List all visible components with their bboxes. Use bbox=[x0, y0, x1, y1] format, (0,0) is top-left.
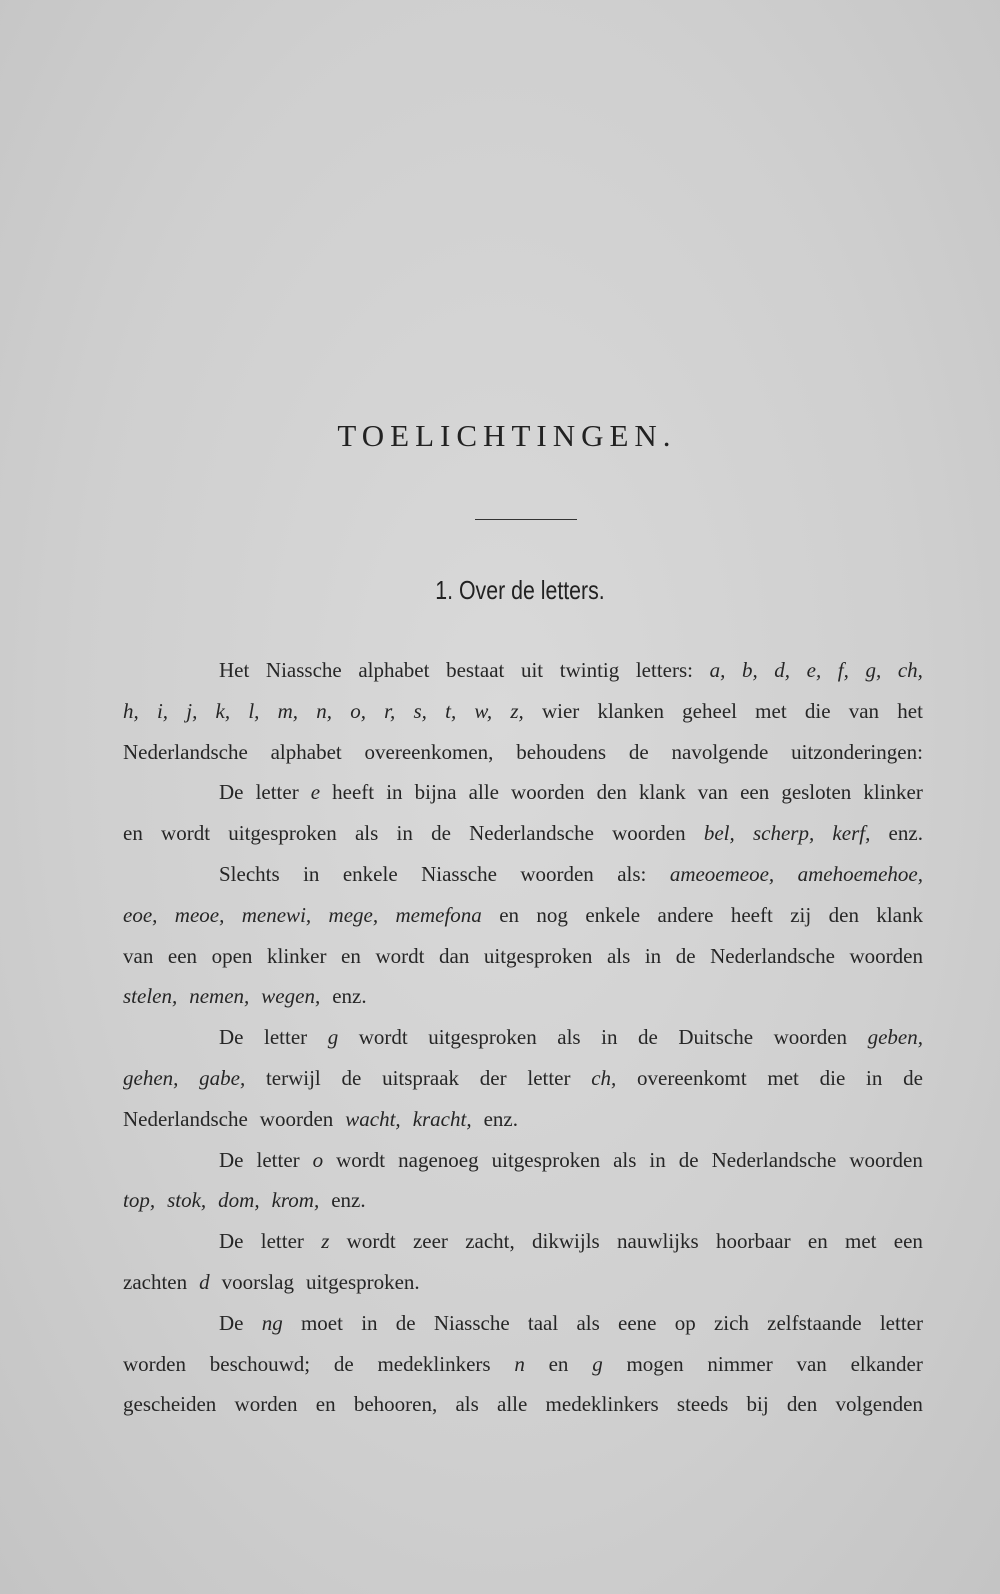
word: zachten bbox=[123, 1269, 188, 1294]
word: uitzonderingen: bbox=[791, 739, 923, 764]
word: de bbox=[628, 739, 649, 764]
italic-word: o, bbox=[350, 698, 366, 723]
word: in bbox=[644, 943, 662, 968]
text-line bbox=[123, 1303, 923, 1344]
word: van bbox=[848, 698, 880, 723]
text-line bbox=[123, 1058, 923, 1099]
title-divider bbox=[475, 519, 577, 520]
word: een bbox=[167, 943, 198, 968]
word: behoudens bbox=[516, 739, 607, 764]
text-line bbox=[123, 936, 923, 977]
italic-word: d, bbox=[774, 658, 791, 682]
text-line bbox=[123, 1384, 923, 1425]
word: voorslag bbox=[221, 1269, 294, 1294]
word: open bbox=[211, 943, 253, 968]
italic-word: scherp, bbox=[752, 821, 815, 846]
word: die bbox=[804, 698, 831, 723]
word: uitgesproken bbox=[228, 821, 337, 846]
word: alle bbox=[497, 1392, 528, 1417]
word: woorden bbox=[259, 1106, 334, 1131]
word: bestaat bbox=[446, 658, 505, 682]
word: enkele bbox=[585, 902, 641, 927]
word: letter bbox=[255, 780, 299, 805]
word: nauwlijks bbox=[617, 1229, 699, 1254]
word: met bbox=[844, 1229, 877, 1254]
word: taal bbox=[527, 1310, 559, 1335]
word: in bbox=[649, 1147, 666, 1172]
word: uit bbox=[520, 658, 544, 682]
word: Duitsche bbox=[678, 1025, 754, 1050]
word: behooren, bbox=[353, 1392, 438, 1417]
word: enkele bbox=[342, 861, 398, 886]
word: geheel bbox=[682, 698, 737, 723]
italic-word: f, bbox=[837, 658, 849, 682]
word: letters: bbox=[635, 658, 693, 682]
word: uitspraak bbox=[382, 1065, 460, 1090]
italic-word: d bbox=[199, 1269, 210, 1294]
page-title: TOELICHTINGEN. bbox=[337, 418, 677, 453]
word: nagenoeg bbox=[398, 1147, 479, 1172]
text-line bbox=[123, 691, 923, 732]
italic-word: n, bbox=[316, 698, 332, 723]
word: klinker bbox=[863, 780, 923, 805]
word: die bbox=[819, 1065, 846, 1090]
word: woorden bbox=[520, 861, 594, 886]
text-line bbox=[123, 854, 923, 895]
word: de bbox=[678, 1147, 699, 1172]
word: als bbox=[576, 1310, 600, 1335]
word: volgenden bbox=[835, 1392, 923, 1417]
word: enz. bbox=[331, 1188, 366, 1213]
italic-word: h, bbox=[123, 698, 139, 723]
italic-word: stelen, bbox=[123, 984, 178, 1009]
word: Nederlandsche bbox=[123, 739, 248, 764]
word: nog bbox=[536, 902, 568, 927]
italic-word: g, bbox=[865, 658, 882, 682]
word: nimmer bbox=[707, 1351, 773, 1376]
word: wordt bbox=[336, 1147, 386, 1172]
text-line bbox=[123, 1344, 923, 1385]
word: medeklinkers bbox=[545, 1392, 659, 1417]
italic-word: nemen, bbox=[189, 984, 250, 1009]
word: enz. bbox=[483, 1106, 518, 1131]
word: De bbox=[219, 1310, 244, 1335]
italic-word: kracht, bbox=[412, 1106, 472, 1131]
word: woorden bbox=[511, 780, 585, 805]
word: zij bbox=[790, 902, 812, 927]
word: letter bbox=[264, 1025, 308, 1050]
word: alle bbox=[468, 780, 499, 805]
italic-word: amehoemehoe, bbox=[797, 861, 923, 886]
italic-word: memefona bbox=[395, 902, 482, 927]
word: enz. bbox=[332, 984, 367, 1009]
italic-word: wacht, bbox=[345, 1106, 401, 1131]
word: eene bbox=[618, 1310, 657, 1335]
italic-word: g bbox=[592, 1351, 603, 1376]
word: en bbox=[315, 1392, 336, 1417]
word: woorden bbox=[849, 943, 923, 968]
word: woorden bbox=[849, 1147, 923, 1172]
word: de bbox=[675, 943, 696, 968]
word: op bbox=[674, 1310, 696, 1335]
word: worden bbox=[234, 1392, 298, 1417]
word: mogen bbox=[626, 1351, 684, 1376]
word: het bbox=[897, 698, 923, 723]
word: en bbox=[499, 902, 520, 927]
word: en bbox=[548, 1351, 569, 1376]
italic-word: top, bbox=[123, 1188, 156, 1213]
text-line bbox=[123, 1180, 923, 1221]
italic-word: s, bbox=[413, 698, 427, 723]
word: zeer bbox=[412, 1229, 448, 1254]
word: zich bbox=[713, 1310, 749, 1335]
word: Nederlandsche bbox=[123, 1106, 248, 1131]
word: medeklinkers bbox=[377, 1351, 491, 1376]
italic-word: a, bbox=[709, 658, 726, 682]
word: in bbox=[601, 1025, 618, 1050]
word: in bbox=[303, 861, 320, 886]
word: wordt bbox=[346, 1229, 396, 1254]
word: een bbox=[740, 780, 770, 805]
word: hoorbaar bbox=[715, 1229, 791, 1254]
text-line bbox=[123, 1221, 923, 1262]
word: den bbox=[828, 902, 859, 927]
word: als bbox=[354, 821, 379, 846]
word: klank bbox=[638, 780, 686, 805]
italic-word: e bbox=[310, 780, 321, 805]
italic-word: k, bbox=[215, 698, 231, 723]
text-line bbox=[123, 1099, 923, 1140]
section-heading: 1. Over de letters. bbox=[435, 575, 605, 605]
word: gescheiden bbox=[123, 1392, 217, 1417]
italic-word: w, bbox=[474, 698, 493, 723]
italic-word: ng bbox=[261, 1310, 283, 1335]
word: letter bbox=[527, 1065, 571, 1090]
italic-word: mege, bbox=[328, 902, 379, 927]
italic-word: meoe, bbox=[174, 902, 225, 927]
word: als bbox=[606, 943, 631, 968]
italic-word: wegen, bbox=[261, 984, 321, 1009]
italic-word: menewi, bbox=[241, 902, 312, 927]
italic-word: e, bbox=[806, 658, 822, 682]
word: woorden bbox=[612, 821, 686, 846]
word: steeds bbox=[676, 1392, 729, 1417]
text-line bbox=[123, 976, 923, 1017]
word: den bbox=[596, 780, 627, 805]
italic-word: l, bbox=[248, 698, 260, 723]
word: heeft bbox=[332, 780, 375, 805]
italic-word: t, bbox=[445, 698, 457, 723]
word: in bbox=[386, 780, 403, 805]
word: in bbox=[361, 1310, 378, 1335]
italic-word: geben, bbox=[867, 1025, 923, 1050]
word: uitgesproken bbox=[483, 943, 593, 968]
italic-word: o bbox=[312, 1147, 324, 1172]
word: in bbox=[396, 821, 413, 846]
word: uitgesproken bbox=[491, 1147, 601, 1172]
word: de bbox=[638, 1025, 658, 1050]
word: andere bbox=[657, 902, 714, 927]
word: de bbox=[395, 1310, 416, 1335]
italic-word: g bbox=[327, 1025, 339, 1050]
italic-word: gabe, bbox=[199, 1065, 246, 1090]
italic-word: ch, bbox=[591, 1065, 617, 1090]
text-line bbox=[123, 1017, 923, 1058]
word: zelfstaande bbox=[767, 1310, 862, 1335]
italic-word: kerf, bbox=[832, 821, 871, 846]
body-text bbox=[123, 650, 923, 1425]
text-line bbox=[123, 813, 923, 854]
italic-word: dom, bbox=[218, 1188, 260, 1213]
word: letter bbox=[879, 1310, 923, 1335]
word: als: bbox=[617, 861, 647, 886]
word: worden bbox=[123, 1351, 186, 1376]
word: van bbox=[123, 943, 154, 968]
italic-word: gehen, bbox=[123, 1065, 179, 1090]
text-line bbox=[123, 772, 923, 813]
word: overeenkomt bbox=[637, 1065, 747, 1090]
italic-word: bel, bbox=[703, 821, 735, 846]
word: Nederlandsche bbox=[469, 821, 594, 846]
text-line bbox=[123, 1262, 923, 1303]
word: elkander bbox=[850, 1351, 923, 1376]
word: woorden bbox=[773, 1025, 848, 1050]
word: gesloten bbox=[781, 780, 852, 805]
word: dan bbox=[439, 943, 470, 968]
word: wordt bbox=[161, 821, 211, 846]
italic-word: n bbox=[514, 1351, 525, 1376]
word: van bbox=[697, 780, 729, 805]
word: met bbox=[767, 1065, 799, 1090]
text-line bbox=[123, 895, 923, 936]
word: als bbox=[455, 1392, 479, 1417]
word: met bbox=[755, 698, 787, 723]
italic-word: stok, bbox=[167, 1188, 207, 1213]
word: overeenkomen, bbox=[364, 739, 494, 764]
word: en bbox=[123, 821, 143, 846]
text-line bbox=[123, 650, 923, 691]
word: wordt bbox=[358, 1025, 408, 1050]
italic-word: krom, bbox=[271, 1188, 320, 1213]
word: een bbox=[893, 1229, 923, 1254]
italic-word: ameoemeoe, bbox=[669, 861, 775, 886]
word: De bbox=[219, 1025, 244, 1050]
word: alphabet bbox=[358, 658, 430, 682]
word: klinker bbox=[267, 943, 327, 968]
word: als bbox=[613, 1147, 637, 1172]
word: bij bbox=[746, 1392, 769, 1417]
word: den bbox=[786, 1392, 818, 1417]
italic-word: b, bbox=[741, 658, 758, 682]
word: navolgende bbox=[671, 739, 769, 764]
word: Het bbox=[219, 658, 250, 682]
italic-word: z, bbox=[510, 698, 524, 723]
word: de bbox=[431, 821, 451, 846]
italic-word: r, bbox=[384, 698, 396, 723]
word: moet bbox=[300, 1310, 343, 1335]
word: klanken bbox=[597, 698, 664, 723]
italic-word: i, bbox=[156, 698, 169, 723]
italic-word: j, bbox=[186, 698, 198, 723]
word: de bbox=[333, 1351, 354, 1376]
word: de bbox=[341, 1065, 362, 1090]
text-line bbox=[123, 732, 923, 773]
word: wordt bbox=[375, 943, 425, 968]
italic-word: z bbox=[321, 1229, 330, 1254]
text-line bbox=[123, 1140, 923, 1181]
word: Nederlandsche bbox=[711, 1147, 837, 1172]
word: De bbox=[219, 1229, 244, 1254]
word: als bbox=[557, 1025, 581, 1050]
word: letter bbox=[256, 1147, 300, 1172]
word: beschouwd; bbox=[209, 1351, 311, 1376]
word: De bbox=[219, 780, 244, 805]
word: zacht, bbox=[465, 1229, 515, 1254]
word: De bbox=[219, 1147, 244, 1172]
word: twintig bbox=[559, 658, 620, 682]
italic-word: ch, bbox=[897, 658, 923, 682]
word: enz. bbox=[888, 821, 923, 846]
word: Nederlandsche bbox=[710, 943, 835, 968]
word: Niassche bbox=[265, 658, 342, 682]
italic-word: eoe, bbox=[123, 902, 158, 927]
word: klank bbox=[876, 902, 923, 927]
word: bijna bbox=[414, 780, 457, 805]
word: letter bbox=[260, 1229, 304, 1254]
word: Niassche bbox=[421, 861, 497, 886]
word: in bbox=[866, 1065, 883, 1090]
word: der bbox=[479, 1065, 507, 1090]
word: en bbox=[341, 943, 361, 968]
word: de bbox=[903, 1065, 923, 1090]
word: wier bbox=[541, 698, 580, 723]
italic-word: m, bbox=[277, 698, 299, 723]
word: heeft bbox=[730, 902, 773, 927]
word: van bbox=[796, 1351, 827, 1376]
word: Niassche bbox=[433, 1310, 510, 1335]
word: uitgesproken. bbox=[305, 1269, 420, 1294]
word: dikwijls bbox=[532, 1229, 600, 1254]
word: terwijl bbox=[265, 1065, 321, 1090]
word: uitgesproken bbox=[428, 1025, 537, 1050]
word: Slechts bbox=[219, 861, 280, 886]
word: alphabet bbox=[270, 739, 342, 764]
word: en bbox=[807, 1229, 828, 1254]
